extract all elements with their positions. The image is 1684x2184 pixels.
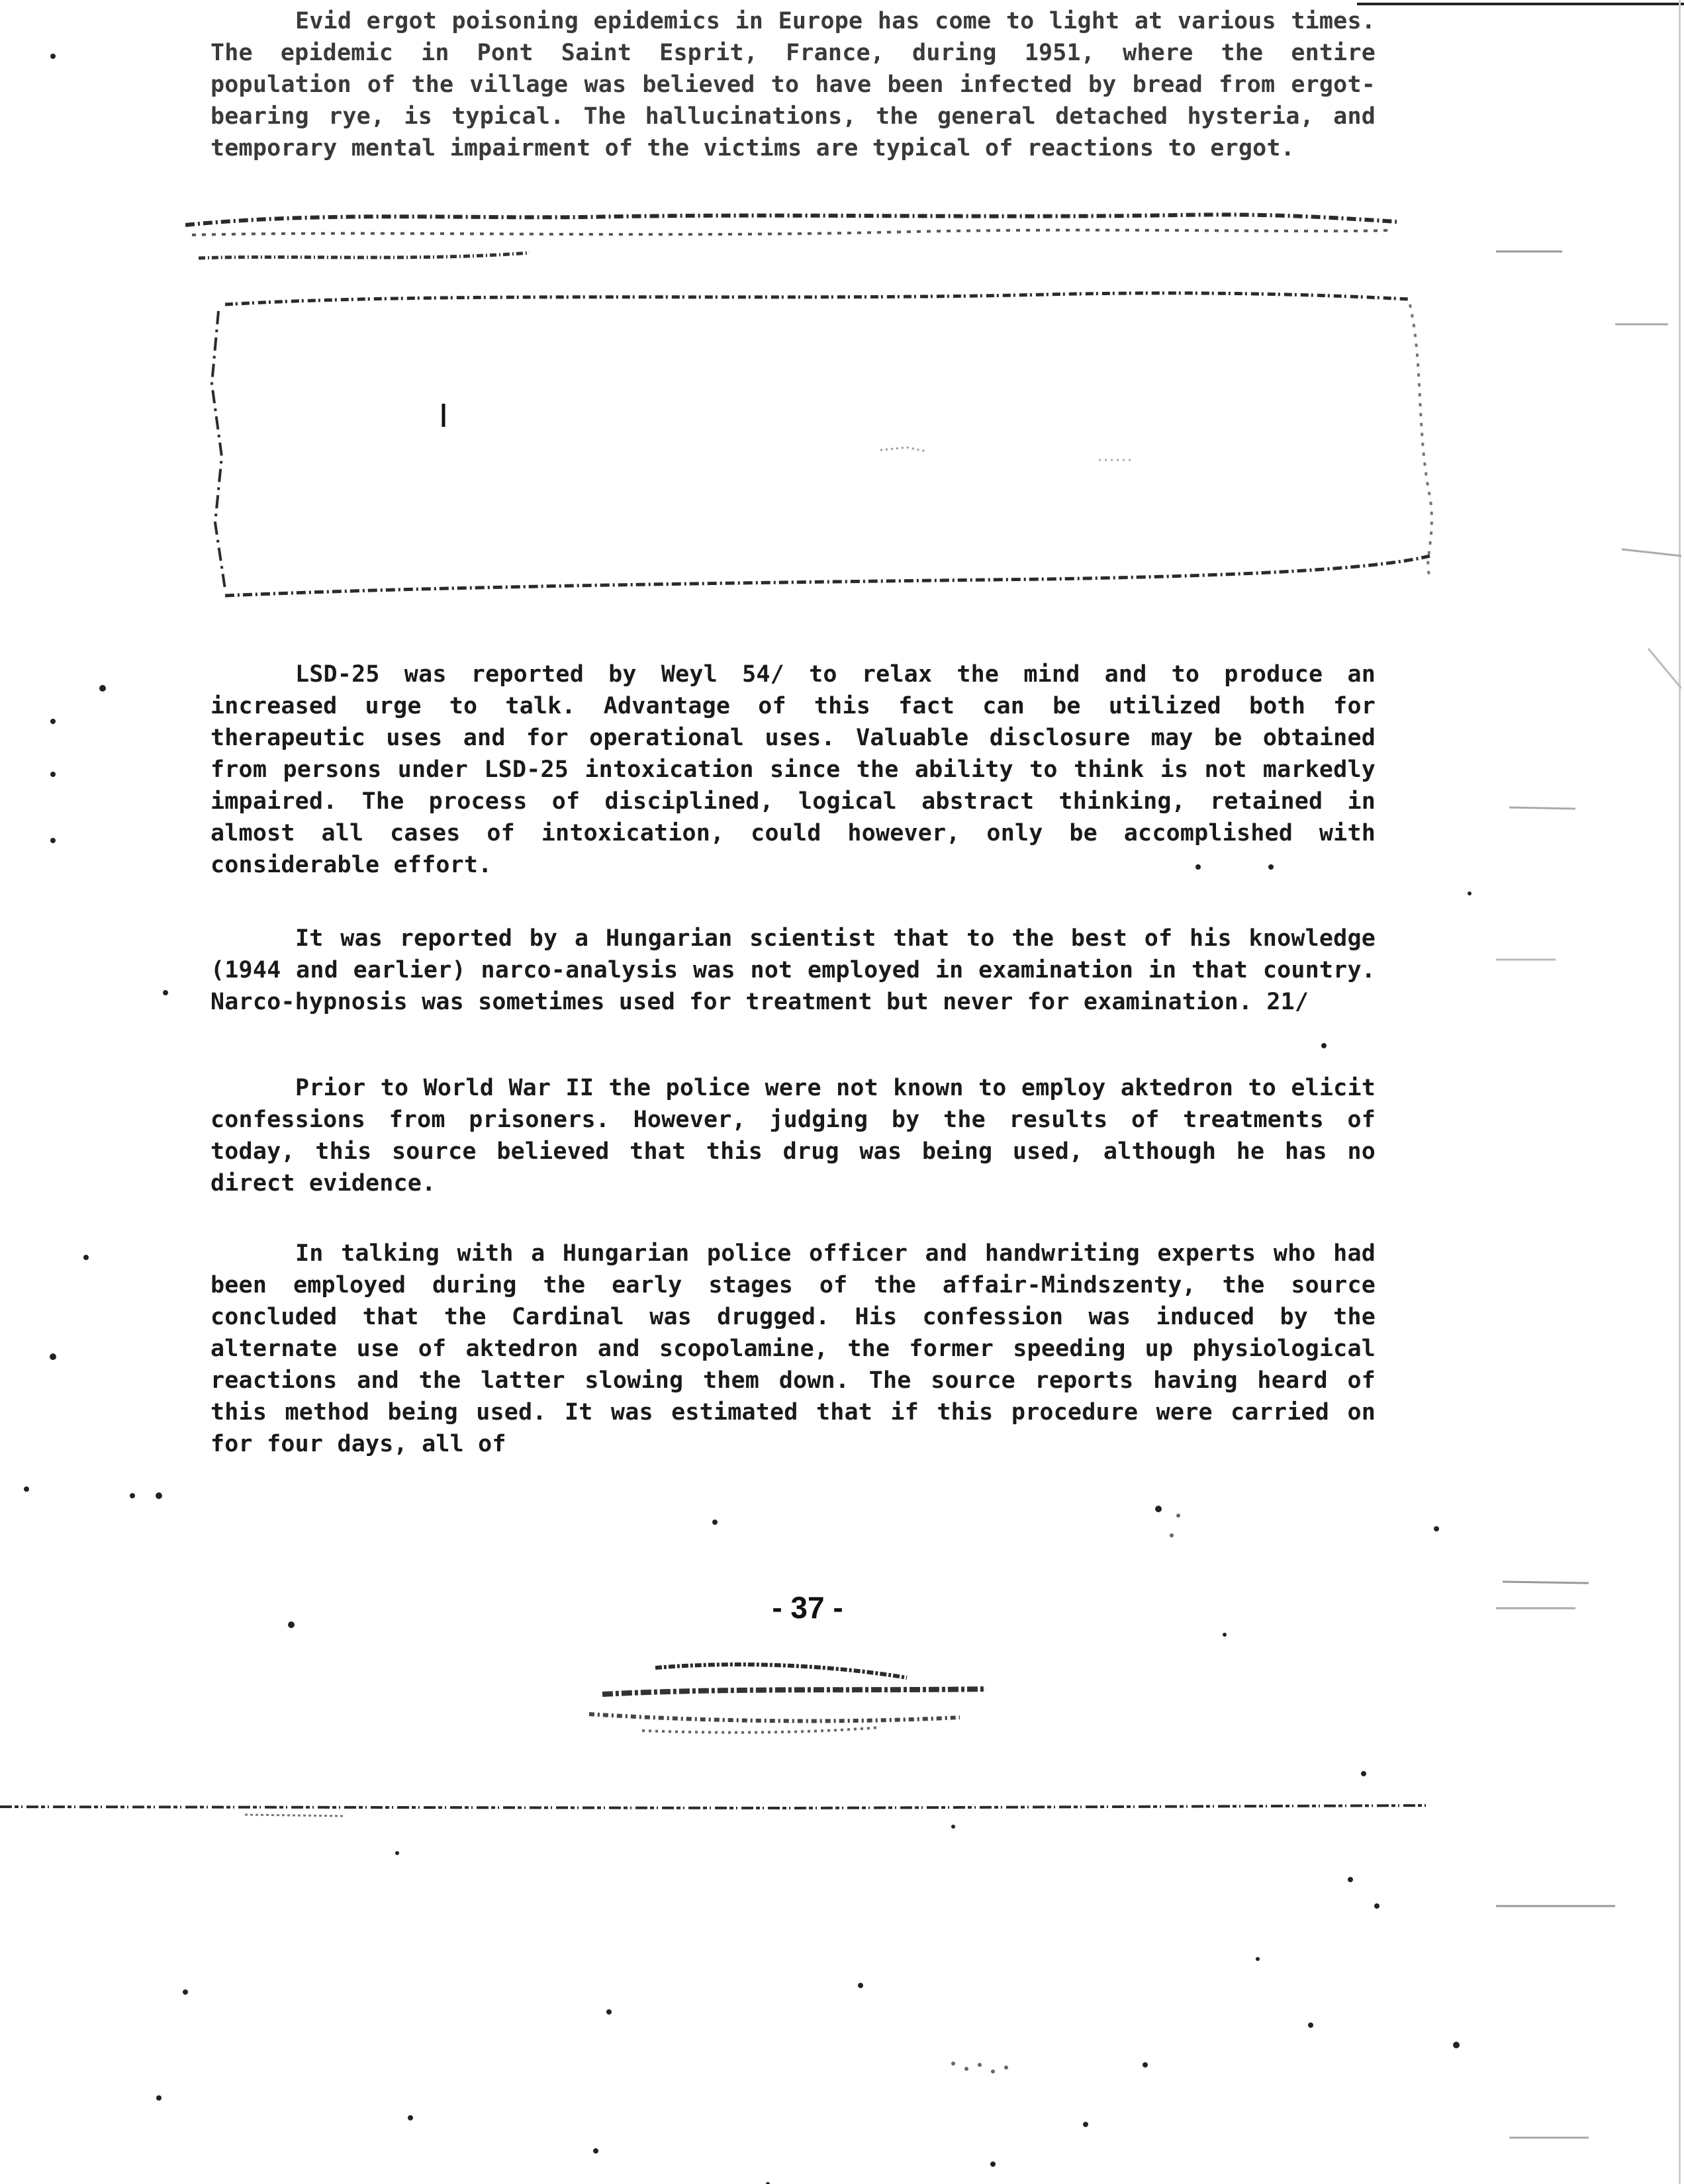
paragraph-hungarian-text: It was reported by a Hungarian scientist that to the best of his knowledge (1944 and earlier) narco-analysis was not employed in examination in that country. Narco-hypnosis was sometimes used for treatment but never for examination. 21/ [210, 925, 1376, 1015]
page-number: - 37 - [772, 1590, 843, 1625]
paragraph-ww2 [210, 1072, 1376, 1199]
paragraph-talking [210, 1238, 1376, 1460]
paragraph-ergot-text: Evid ergot poisoning epidemics in Europe has come to light at various times. The epidemic in Pont Saint Esprit, France, during 1951, where the entire population of the village was believed to have been infected by bread from ergot-bearing rye, is typical. The hallucinations, the general detached hysteria, and temporary mental impairment of the victims are typical of reactions to ergot. [210, 8, 1376, 161]
classification-stamp [563, 1648, 1000, 1741]
paragraph-lsd-text: LSD-25 was reported by Weyl 54/ to relax the mind and to produce an increased urge to talk. Advantage of this fact can be utilized both for therapeutic uses and for operational uses. Valuable disclosure may be obtained from persons under LSD-25 intoxication since the ability to think is not markedly impaired. The process of disciplined, logical abstract thinking, retained in almost all cases of intoxication, could however, only be accomplished with considerable effort. [210, 661, 1376, 878]
paragraph-ergot [210, 5, 1376, 164]
paragraph-talking-text: In talking with a Hungarian police officer and handwriting experts who had been employed during the early stages of the affair-Mindszenty, the source concluded that the Cardinal was drugged. His confession was induced by the alternate use of aktedron and scopolamine, the former speeding up physiological reactions and the latter slowing them down. The source reports having heard of this method being used. It was estimated that if this procedure were carried on for four days, all of [210, 1240, 1376, 1457]
paragraph-hungarian [210, 923, 1376, 1018]
margin-marks [1483, 0, 1681, 2184]
redaction-strip [185, 199, 1397, 271]
paragraph-lsd [210, 659, 1376, 881]
redaction-box [185, 285, 1443, 629]
bottom-rule [0, 1800, 1430, 1820]
paragraph-ww2-text: Prior to World War II the police were not known to employ aktedron to elicit confessions from prisoners. However, judging by the results of treatments of today, this source believed that this drug was being used, although he has no direct evidence. [210, 1075, 1376, 1197]
